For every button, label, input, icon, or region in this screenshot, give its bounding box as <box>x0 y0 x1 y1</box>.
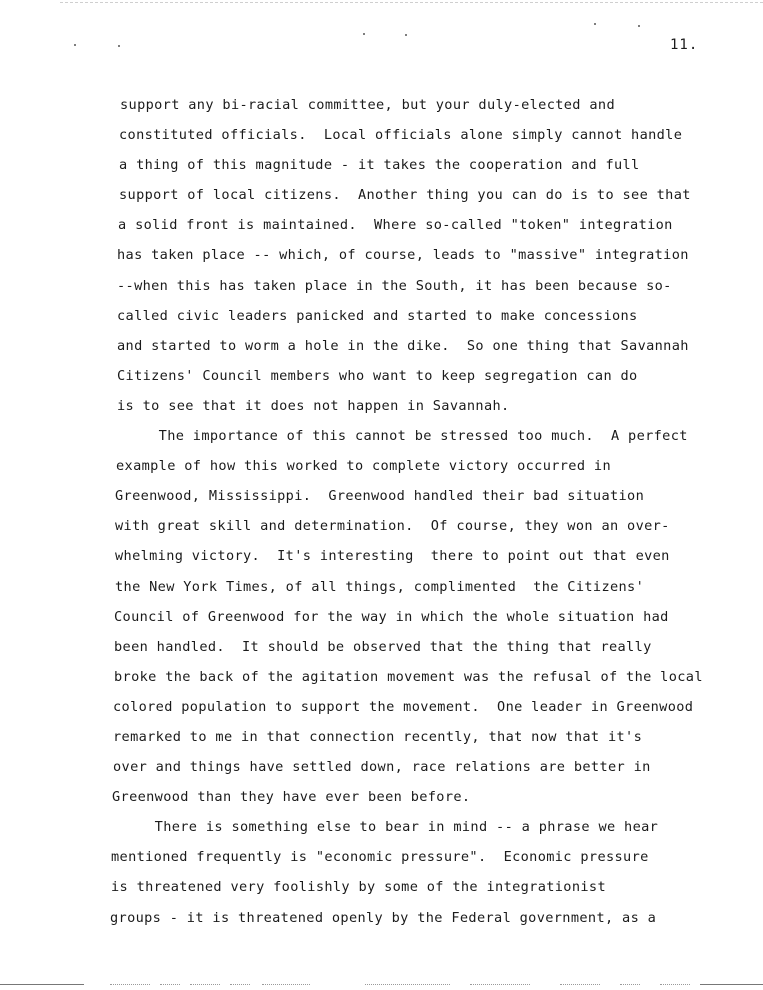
text-line: Greenwood than they have ever been before. <box>112 789 471 806</box>
text-line: been handled. It should be observed that the thing that really <box>114 638 652 655</box>
scan-speck <box>638 25 640 27</box>
text-line: remarked to me in that connection recently, that now that it's <box>113 728 643 745</box>
text-line: There is something else to bear in mind -- a phrase we hear <box>112 819 659 836</box>
text-line: a solid front is maintained. Where so-called "token" integration <box>118 217 673 234</box>
text-line: example of how this worked to complete victory occurred in <box>116 458 611 475</box>
text-line: groups - it is threatened openly by the Federal government, as a <box>110 909 657 926</box>
text-line: support any bi-racial committee, but your duly-elected and <box>120 97 615 113</box>
scan-speck <box>405 34 407 36</box>
text-line: with great skill and determination. Of course, they won an over- <box>115 518 670 535</box>
text-line: a thing of this magnitude - it takes the cooperation and full <box>119 157 640 174</box>
page-bottom-edge <box>0 982 763 990</box>
text-line: constituted officials. Local officials alone simply cannot handle <box>119 127 683 144</box>
page-top-edge <box>60 2 763 3</box>
text-line: is threatened very foolishly by some of the integrationist <box>111 879 606 896</box>
scan-speck <box>118 45 120 47</box>
text-line: --when this has taken place in the South, it has been because so- <box>117 277 672 294</box>
text-line: mentioned frequently is "economic pressure". Economic pressure <box>111 849 649 866</box>
text-line: broke the back of the agitation movement was the refusal of the local <box>114 668 703 685</box>
text-line: over and things have settled down, race relations are better in <box>113 759 651 776</box>
text-line: has taken place -- which, of course, leads to "massive" integration <box>117 247 689 264</box>
text-line: and started to worm a hole in the dike. So one thing that Savannah <box>117 337 689 354</box>
scan-speck <box>363 33 365 35</box>
text-line: Greenwood, Mississippi. Greenwood handled their bad situation <box>115 488 645 505</box>
text-line: Council of Greenwood for the way in which the whole situation had <box>114 608 669 625</box>
page-number: 11. <box>670 37 699 53</box>
document-body <box>0 90 763 933</box>
text-line: The importance of this cannot be stressed too much. A perfect <box>116 428 688 445</box>
scan-speck <box>594 23 596 25</box>
text-line: called civic leaders panicked and started to make concessions <box>117 307 638 324</box>
text-line: is to see that it does not happen in Savannah. <box>117 397 510 414</box>
scan-speck <box>74 44 76 46</box>
text-line: colored population to support the movement. One leader in Greenwood <box>113 698 694 715</box>
text-line: support of local citizens. Another thing you can do is to see that <box>119 187 691 204</box>
text-line: whelming victory. It's interesting there to point out that even <box>115 548 670 565</box>
text-line: the New York Times, of all things, complimented the Citizens' <box>115 578 645 595</box>
text-line: Citizens' Council members who want to keep segregation can do <box>117 367 638 384</box>
